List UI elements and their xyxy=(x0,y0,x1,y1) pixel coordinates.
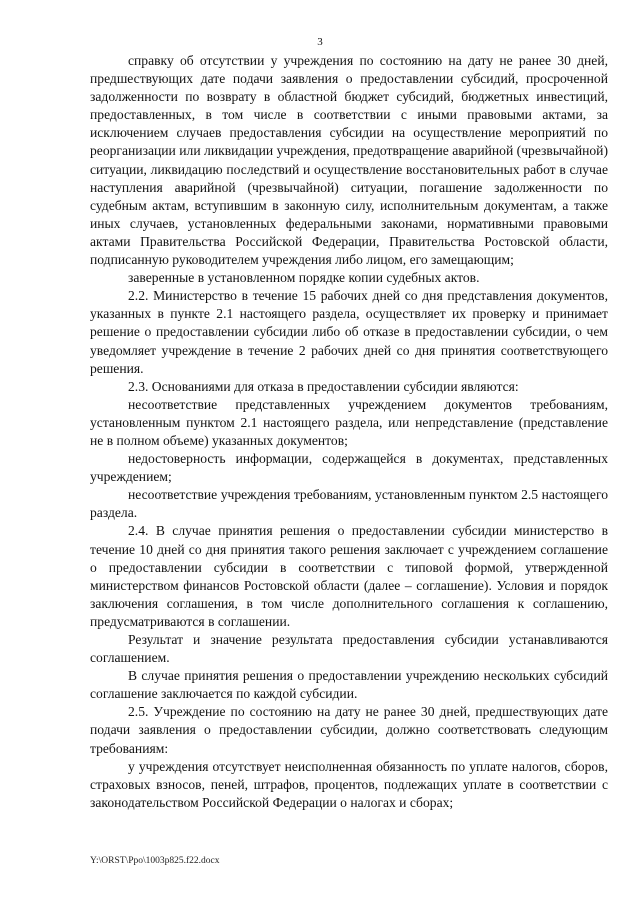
paragraph: В случае принятия решения о предоставлении учреждению нескольких субсидий соглашение заключается по каждой субсидии. xyxy=(90,668,608,702)
paragraph: 2.5. Учреждение по состоянию на дату не ранее 30 дней, предшествующих дате подачи заявления о предоставлении субсидии, должно соответствовать следующим требованиям: xyxy=(90,704,608,756)
footer-file-path: Y:\ORST\Ppo\1003p825.f22.docx xyxy=(90,856,220,866)
paragraph: недостоверность информации, содержащейся в документах, представленных учреждением; xyxy=(90,451,608,485)
document-body xyxy=(90,52,608,812)
paragraph: Результат и значение результата предоставления субсидии устанавливаются соглашением. xyxy=(90,632,608,666)
paragraph: 2.3. Основаниями для отказа в предоставлении субсидии являются: xyxy=(128,378,519,394)
paragraph: у учреждения отсутствует неисполненная обязанность по уплате налогов, сборов, страховых взносов, пеней, штрафов, процентов, подлежащих уплате в соответствии с законодательством Российской Федерации о налогах и сборах; xyxy=(90,758,608,810)
page-number: 3 xyxy=(317,36,323,48)
paragraph: 2.2. Министерство в течение 15 рабочих дней со дня представления документов, указанных в пункте 2.1 настоящего раздела, осуществляет их проверку и принимает решение о предоставлении субсидии либо об отказе в предоставлении субсидии, о чем уведомляет учреждение в течение 2 рабочих дней со дня принятия соответствующего решения. xyxy=(90,288,608,376)
paragraph: 2.4. В случае принятия решения о предоставлении субсидии министерство в течение 10 дней со дня принятия такого решения заключает с учреждением соглашение о предоставлении субсидии в соответствии с типовой формой, утвержденной министерством финансов Ростовской области (далее – соглашение). Условия и порядок заключения соглашения, в том числе дополнительного соглашения к соглашению, предусматриваются в соглашении. xyxy=(90,523,608,629)
paragraph: справку об отсутствии у учреждения по состоянию на дату не ранее 30 дней, предшествующих дате подачи заявления о предоставлении субсидий, просроченной задолженности по возврату в областной бюджет субсидий, бюджетных инвестиций, предоставленных, в том числе в соответствии с иными правовыми актами, за исключением случаев предоставления субсидии на осуществление мероприятий по реорганизации или ликвидации учреждения, предотвращение аварийной (чрезвычайной) ситуации, ликвидацию последствий и осуществление восстановительных работ в случае наступления аварийной (чрезвычайной) ситуации, погашение задолженности по судебным актам, вступившим в законную силу, исполнительным документам, а также иных случаев, установленных федеральными законами, нормативными правовыми актами Правительства Российской Федерации, Правительства Ростовской области, подписанную руководителем учреждения либо лицом, его замещающим; xyxy=(90,53,608,268)
paragraph: заверенные в установленном порядке копии судебных актов. xyxy=(128,270,480,286)
paragraph: несоответствие представленных учреждением документов требованиям, установленным пунктом 2.1 настоящего раздела, или непредставление (представление не в полном объеме) указанных документов; xyxy=(90,396,608,448)
paragraph: несоответствие учреждения требованиям, установленным пунктом 2.5 настоящего раздела. xyxy=(90,487,608,521)
